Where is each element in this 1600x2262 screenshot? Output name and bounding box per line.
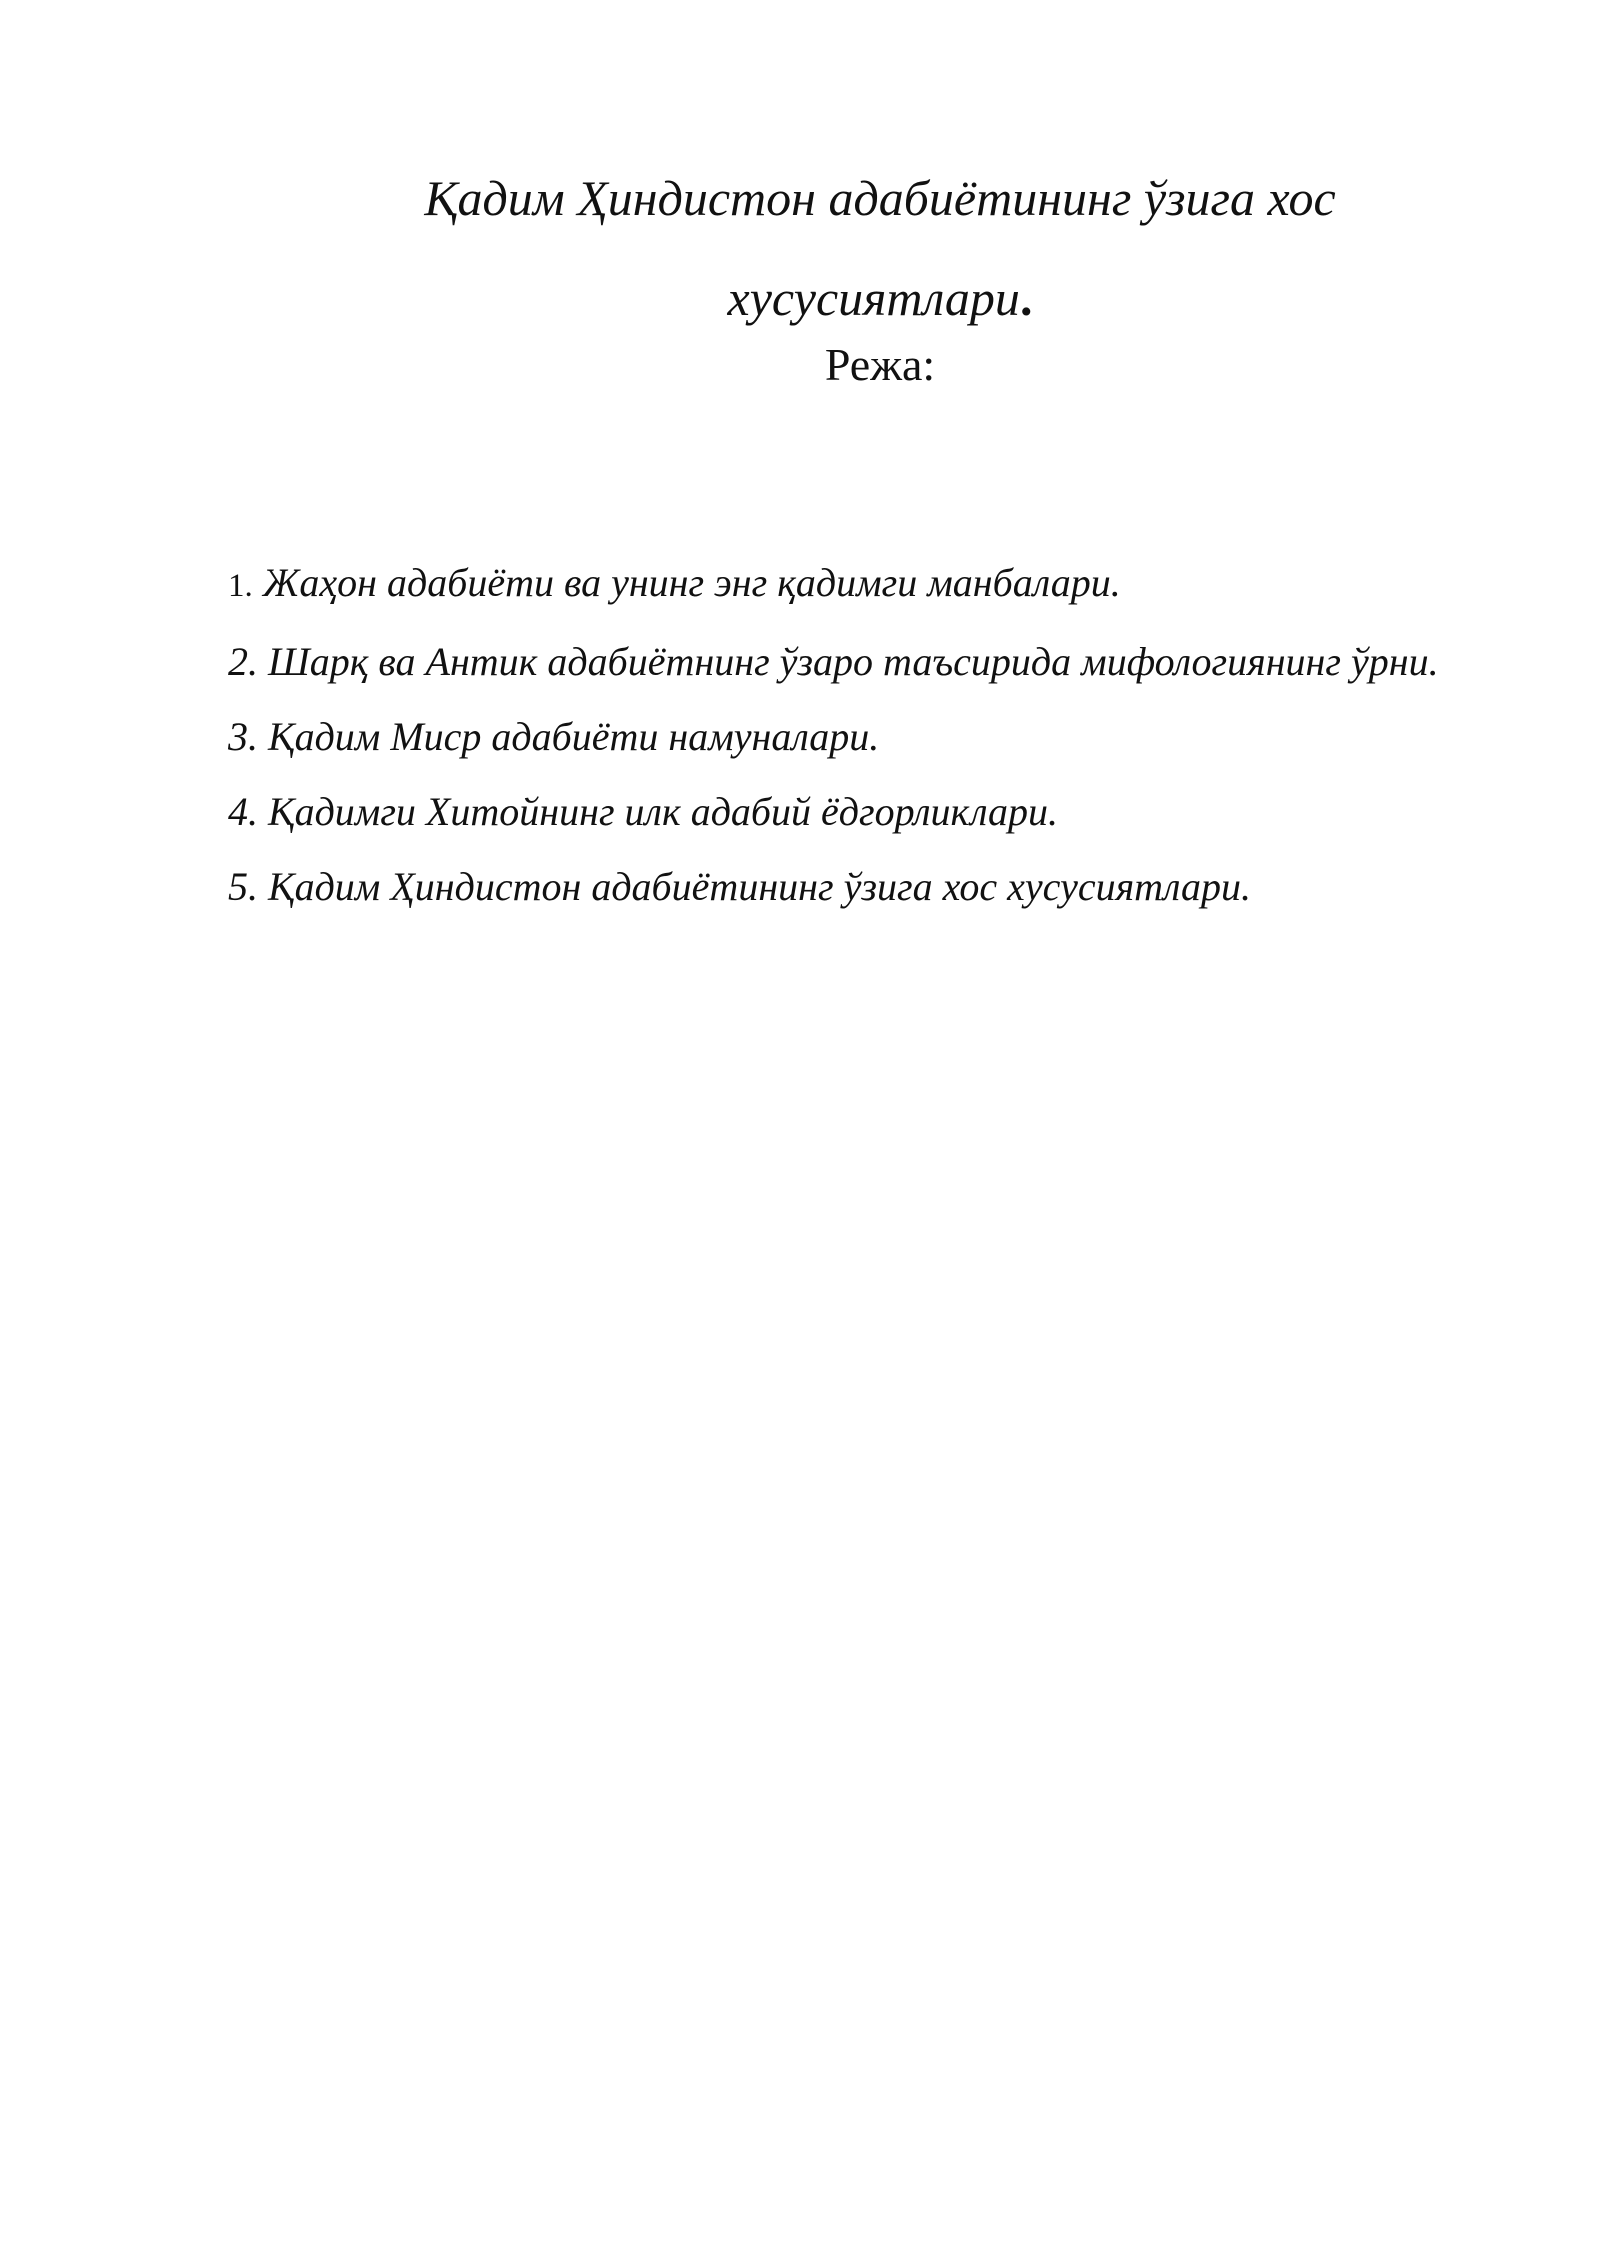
plan-item-text: Қадим Миср адабиёти намуналари.: [258, 714, 880, 759]
plan-item-text: Қадим Ҳиндистон адабиётининг ўзига хос хусусиятлари.: [258, 864, 1251, 909]
plan-item-2: [228, 624, 1448, 699]
plan-item-number: 1.: [228, 568, 253, 604]
plan-item-4: [228, 774, 1448, 849]
plan-item-1: [228, 545, 1448, 624]
title-line-1: Қадим Ҳиндистон адабиётининг ўзига хос: [424, 170, 1336, 226]
plan-item-number: 4.: [228, 789, 258, 834]
plan-item-number: 5.: [228, 864, 258, 909]
document-title: [330, 148, 1430, 348]
plan-heading: Режа:: [824, 339, 936, 390]
plan-item-text: Қадимги Хитойнинг илк адабий ёдгорликлари.: [258, 789, 1058, 834]
plan-item-3: [228, 699, 1448, 774]
plan-item-text: Жаҳон адабиёти ва унинг энг қадимги манбалари.: [252, 560, 1121, 605]
title-period: .: [1019, 270, 1033, 326]
plan-list: [228, 545, 1448, 924]
title-line-2-text: хусусиятлари: [727, 270, 1020, 326]
plan-item-5: [228, 849, 1448, 924]
plan-item-number: 3.: [228, 714, 258, 759]
plan-item-number: 2.: [228, 639, 258, 684]
plan-item-text: Шарқ ва Антик адабиётнинг ўзаро таъсирида мифологиянинг ўрни.: [258, 639, 1439, 684]
